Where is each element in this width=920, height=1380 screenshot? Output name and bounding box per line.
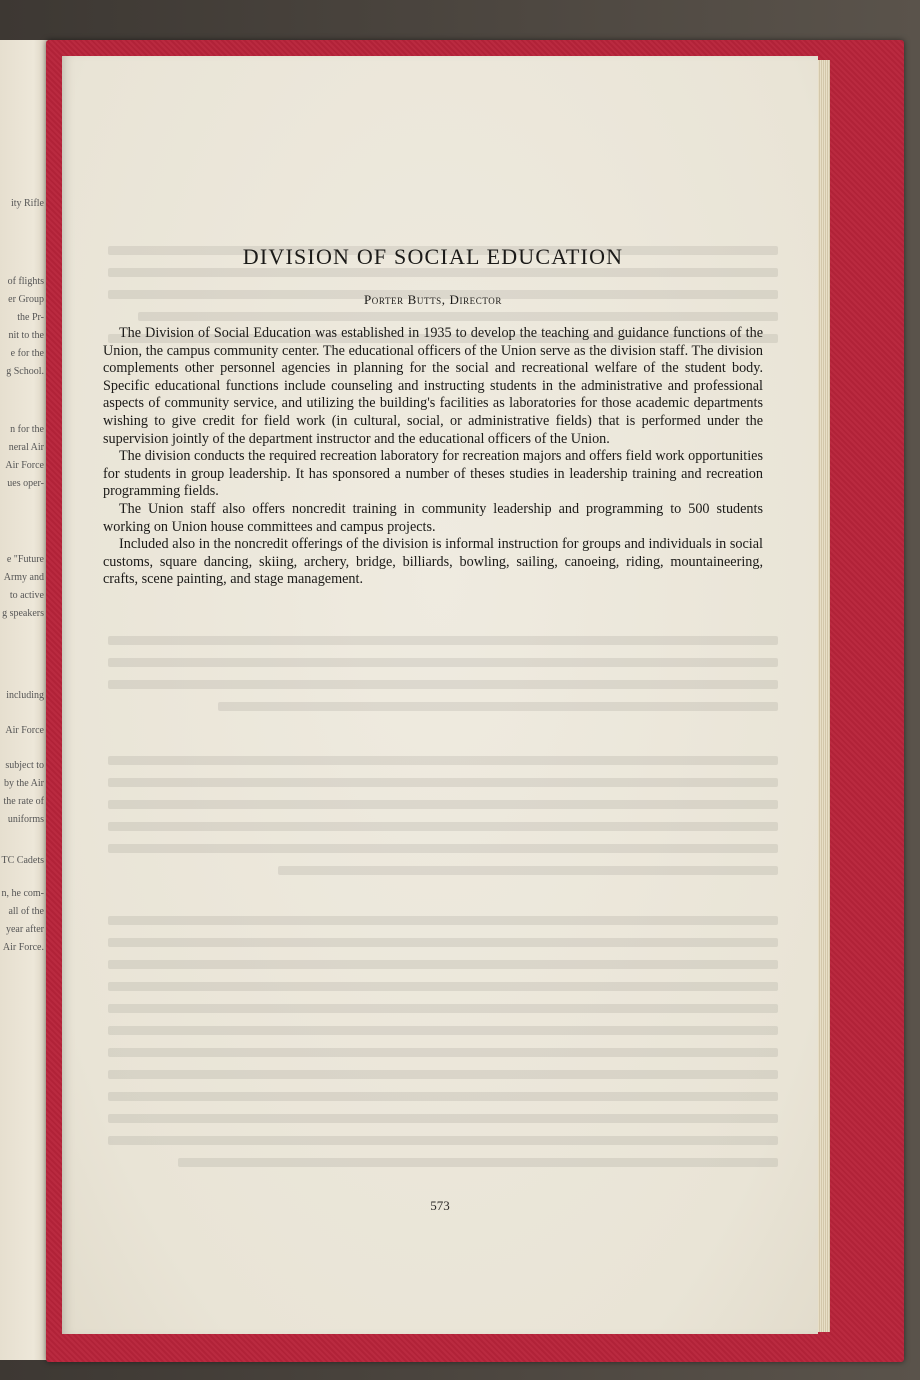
left-page-fragment: by the Air [4,778,44,789]
left-page-fragment: er Group [8,294,44,305]
left-page-fragment: uniforms [7,814,44,825]
left-page-fragment: e "Future [6,554,44,565]
left-page-fragment: all of the [8,906,44,917]
page-content [103,244,763,589]
left-page-fragment: g speakers [2,608,44,619]
left-page-fragment: Air Force. [2,942,44,953]
left-page-fragment: the rate of [3,796,44,807]
book-page [62,56,818,1334]
left-page-fragment: Army and [3,572,44,583]
left-page-fragment: of flights [7,276,44,287]
paragraph: The Division of Social Education was established in 1935 to develop the teaching and guidance functions of the Union, the campus community center. The educational officers of the Union serve as the division staff. The division complements other personnel agencies in planning for the social and recreational welfare of the student body. Specific educational functions include counseling and instructing students in the administrative and professional aspects of community service, and utilizing the building's facilities as laboratories for those academic departments wishing to give credit for field work (in cultural, social, or administrative fields) that is performed under the supervision jointly of the department instructor and the educational officers of the Union. [103,325,763,447]
left-page-fragment: ity Rifle [10,198,44,209]
left-page-fragment: subject to [5,760,44,771]
left-page-fragment: year after [5,924,44,935]
left-page-fragment: TC Cadets [1,855,44,866]
left-page-fragment: g School. [6,366,44,377]
left-page-fragment: the Pr- [17,312,44,323]
left-page-fragment: Air Force [5,725,44,736]
left-page-fragment: neral Air [8,442,44,453]
left-page-fragment: e for the [10,348,44,359]
paragraph: Included also in the noncredit offerings of the division is informal instruction for groups and individuals in social customs, square dancing, skiing, archery, bridge, billiards, bowling, sailing, canoeing, riding, mountaineering, crafts, scene painting, and stage management. [103,536,763,588]
left-page-fragment: Air Force [5,460,44,471]
left-page-fragment: n, he com- [1,888,44,899]
page-number: 573 [430,1198,450,1213]
byline-text: Porter Butts, Director [363,292,503,307]
page-title: DIVISION OF SOCIAL EDUCATION [242,244,624,269]
paragraph: The division conducts the required recreation laboratory for recreation majors and offers field work opportunities for students in group leadership. It has sponsored a number of theses studies in leadership training and recreation programming fields. [103,448,763,500]
left-page-fragment: including [6,690,44,701]
paragraph: The Union staff also offers noncredit training in community leadership and programming to 500 students working on Union house committees and campus projects. [103,500,763,535]
left-page-fragment: ues oper- [7,478,44,489]
adjacent-page [0,40,48,1360]
left-page-fragment: nit to the [8,330,44,341]
left-page-fragment: to active [9,590,44,601]
left-page-fragment: n for the [10,424,44,435]
byline [103,292,763,308]
